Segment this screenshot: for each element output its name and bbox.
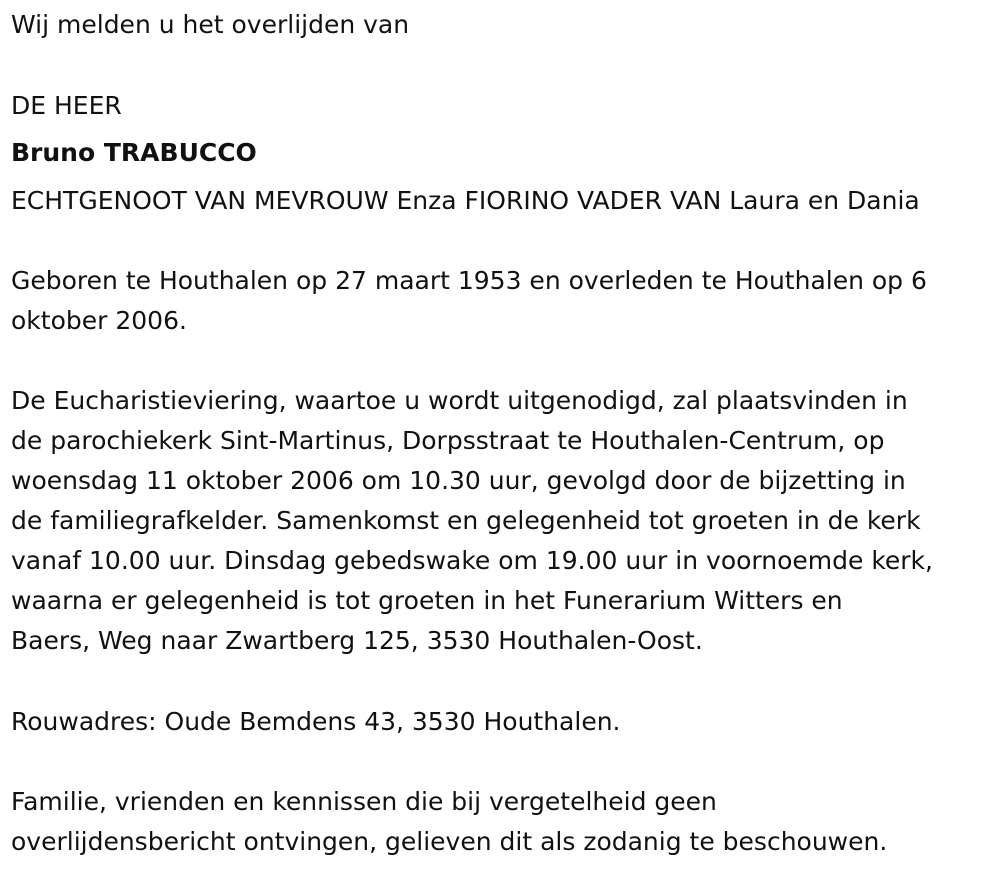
closing-line: overlijdensbericht ontvingen, gelieven dit als zodanig te beschouwen. — [11, 827, 888, 856]
ceremony-line: De Eucharistieviering, waartoe u wordt uitgenodigd, zal plaatsvinden in — [11, 386, 908, 415]
intro-text: Wij melden u het overlijden van — [11, 10, 410, 39]
ceremony-line: de familiegrafkelder. Samenkomst en gelegenheid tot groeten in de kerk — [11, 506, 921, 535]
ceremony-line: de parochiekerk Sint-Martinus, Dorpsstraat te Houthalen-Centrum, op — [11, 426, 885, 455]
mourning-address: Rouwadres: Oude Bemdens 43, 3530 Houthalen. — [11, 707, 621, 736]
birth-death-line: oktober 2006. — [11, 306, 187, 335]
ceremony-line: waarna er gelegenheid is tot groeten in het Funerarium Witters en — [11, 586, 843, 615]
deceased-name: Bruno TRABUCCO — [11, 138, 257, 167]
birth-death-line: Geboren te Houthalen op 27 maart 1953 en overleden te Houthalen op 6 — [11, 266, 927, 295]
honorific: DE HEER — [11, 91, 122, 120]
ceremony-line: woensdag 11 oktober 2006 om 10.30 uur, gevolgd door de bijzetting in — [11, 466, 906, 495]
family-relations: ECHTGENOOT VAN MEVROUW Enza FIORINO VADER VAN Laura en Dania — [11, 186, 920, 215]
closing-line: Familie, vrienden en kennissen die bij vergetelheid geen — [11, 787, 717, 816]
ceremony-line: Baers, Weg naar Zwartberg 125, 3530 Houthalen-Oost. — [11, 626, 703, 655]
ceremony-line: vanaf 10.00 uur. Dinsdag gebedswake om 19.00 uur in voornoemde kerk, — [11, 546, 933, 575]
